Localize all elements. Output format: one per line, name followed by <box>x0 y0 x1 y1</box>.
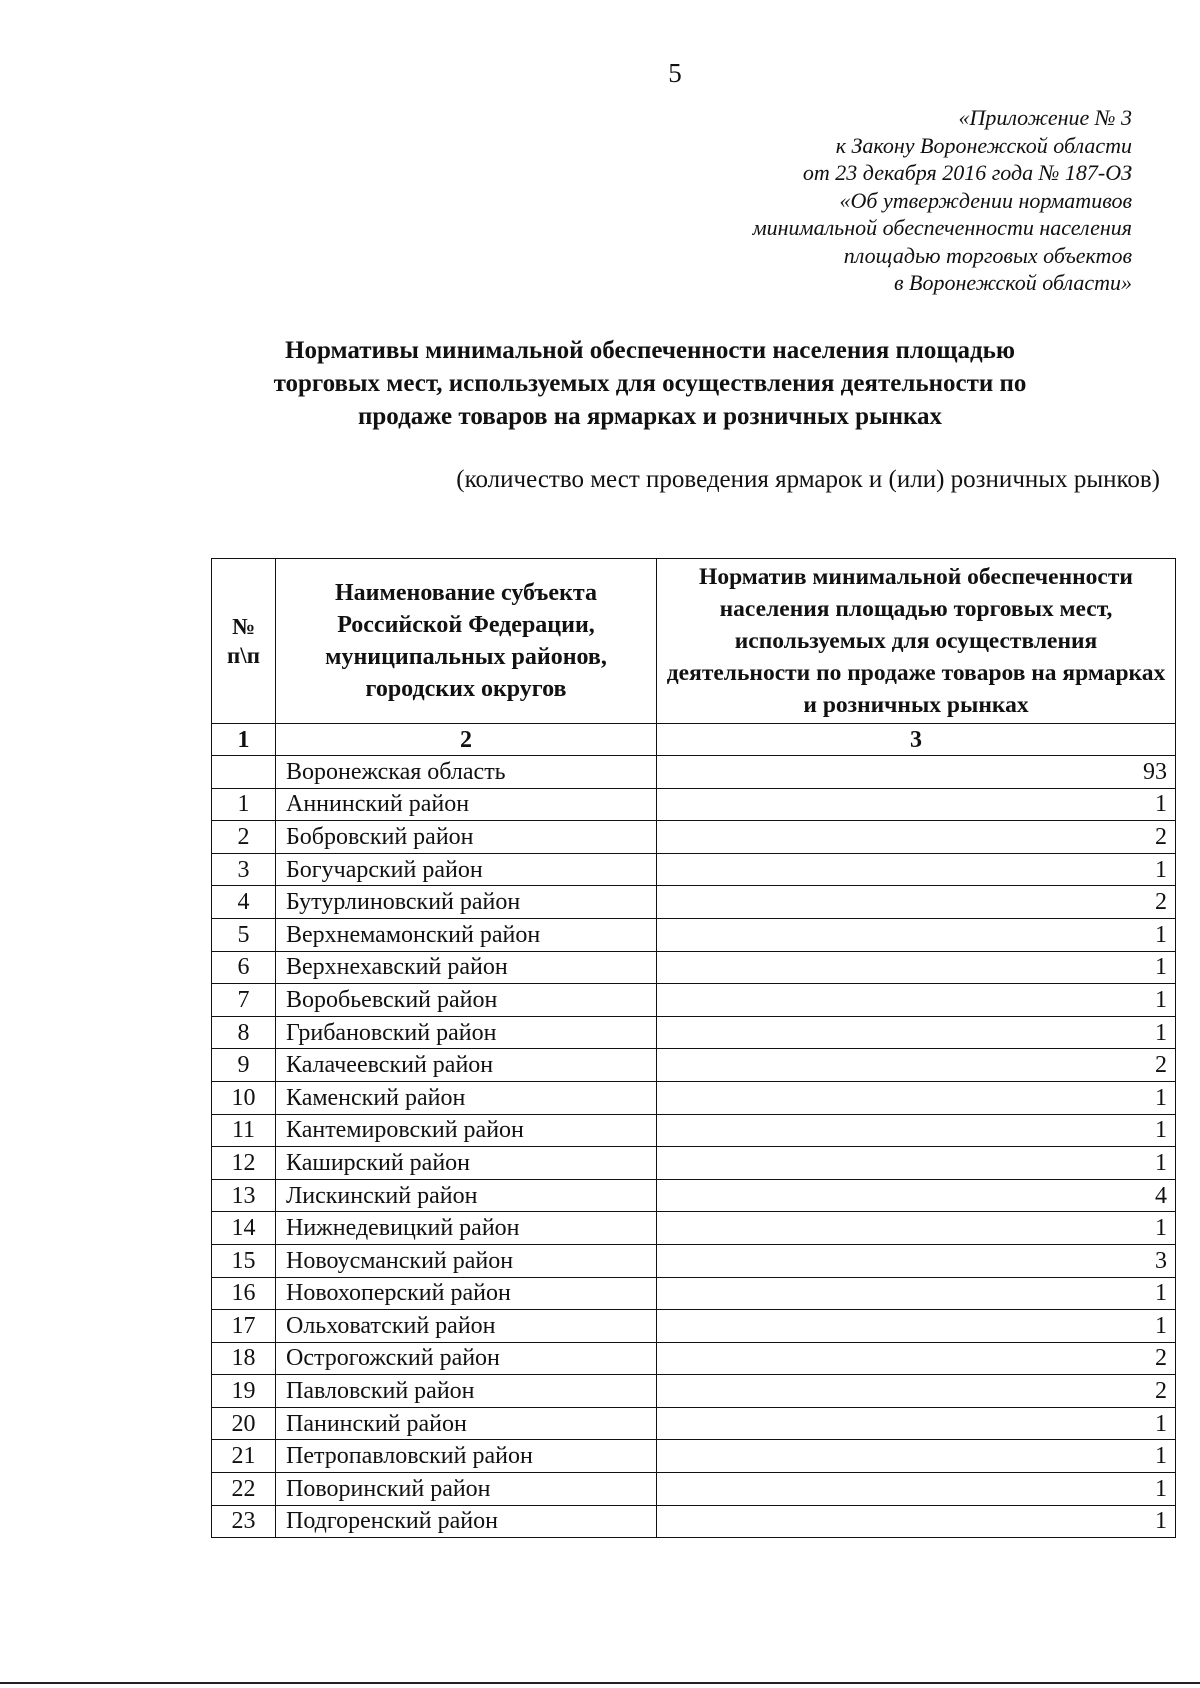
row-number: 15 <box>212 1244 276 1277</box>
district-name: Калачеевский район <box>276 1049 657 1082</box>
table-row <box>212 1505 1176 1538</box>
norm-value: 1 <box>657 1016 1176 1049</box>
district-name: Богучарский район <box>276 853 657 886</box>
row-number: 20 <box>212 1407 276 1440</box>
appendix-line: от 23 декабря 2016 года № 187-ОЗ <box>802 160 1132 185</box>
norm-value: 2 <box>657 1049 1176 1082</box>
table-row <box>212 1473 1176 1506</box>
norm-value: 1 <box>657 1212 1176 1245</box>
norm-value: 1 <box>657 951 1176 984</box>
district-name: Новохоперский район <box>276 1277 657 1310</box>
table-row <box>212 1049 1176 1082</box>
table-row <box>212 886 1176 919</box>
row-number <box>212 756 276 789</box>
document-title <box>200 334 1100 433</box>
district-name: Павловский район <box>276 1375 657 1408</box>
row-number: 23 <box>212 1505 276 1538</box>
row-number: 4 <box>212 886 276 919</box>
district-name: Ольховатский район <box>276 1310 657 1343</box>
table-row <box>212 1342 1176 1375</box>
district-name: Каширский район <box>276 1147 657 1180</box>
column-index: 3 <box>657 724 1176 756</box>
table-row <box>212 1114 1176 1147</box>
district-name: Петропавловский район <box>276 1440 657 1473</box>
table-row <box>212 951 1176 984</box>
norm-value: 93 <box>657 756 1176 789</box>
district-name: Бутурлиновский район <box>276 886 657 919</box>
district-name: Нижнедевицкий район <box>276 1212 657 1245</box>
table-header-row <box>212 559 1176 724</box>
norm-value: 2 <box>657 1342 1176 1375</box>
row-number: 13 <box>212 1179 276 1212</box>
row-number: 6 <box>212 951 276 984</box>
district-name: Панинский район <box>276 1407 657 1440</box>
row-number: 5 <box>212 918 276 951</box>
appendix-line: «Об утверждении нормативов <box>839 187 1132 213</box>
norm-value: 1 <box>657 918 1176 951</box>
row-number: 11 <box>212 1114 276 1147</box>
table-row <box>212 1016 1176 1049</box>
table-row <box>212 1310 1176 1343</box>
table-row <box>212 1407 1176 1440</box>
district-name: Бобровский район <box>276 821 657 854</box>
norm-value: 2 <box>657 1375 1176 1408</box>
district-name: Грибановский район <box>276 1016 657 1049</box>
norm-value: 1 <box>657 1081 1176 1114</box>
appendix-reference <box>532 104 1132 297</box>
district-name: Каменский район <box>276 1081 657 1114</box>
column-index: 1 <box>212 724 276 756</box>
district-name: Кантемировский район <box>276 1114 657 1147</box>
row-number: 19 <box>212 1375 276 1408</box>
district-name: Новоусманский район <box>276 1244 657 1277</box>
appendix-line: площадью торговых объектов <box>843 242 1132 268</box>
table-row <box>212 1440 1176 1473</box>
norm-value: 4 <box>657 1179 1176 1212</box>
district-name: Воробьевский район <box>276 984 657 1017</box>
district-name: Верхнемамонский район <box>276 918 657 951</box>
table-row <box>212 788 1176 821</box>
appendix-line: минимальной обеспеченности населения <box>752 215 1132 240</box>
norm-value: 1 <box>657 1505 1176 1538</box>
norm-value: 1 <box>657 1277 1176 1310</box>
norm-value: 1 <box>657 1310 1176 1343</box>
appendix-line: к Закону Воронежской области <box>835 132 1132 158</box>
district-name: Верхнехавский район <box>276 951 657 984</box>
table-row <box>212 853 1176 886</box>
footer-rule <box>0 1682 1200 1684</box>
table-row <box>212 1244 1176 1277</box>
title-line: торговых мест, используемых для осуществления деятельности по <box>273 370 1027 397</box>
column-index-row <box>212 724 1176 756</box>
district-name: Острогожский район <box>276 1342 657 1375</box>
header-number-abbr: п\п <box>227 643 260 668</box>
document-subtitle: (количество мест проведения ярмарок и (или) розничных рынков) <box>456 466 1160 493</box>
row-number: 18 <box>212 1342 276 1375</box>
row-number: 22 <box>212 1473 276 1506</box>
district-name: Лискинский район <box>276 1179 657 1212</box>
title-line: продаже товаров на ярмарках и розничных рынках <box>357 403 943 430</box>
appendix-line: в Воронежской области» <box>894 270 1132 295</box>
row-number: 8 <box>212 1016 276 1049</box>
row-number: 12 <box>212 1147 276 1180</box>
row-number: 2 <box>212 821 276 854</box>
norm-value: 1 <box>657 984 1176 1017</box>
norm-value: 1 <box>657 1473 1176 1506</box>
norm-value: 2 <box>657 821 1176 854</box>
table-body <box>212 756 1176 1538</box>
header-number-symbol: № <box>231 614 256 639</box>
header-number <box>212 559 276 724</box>
district-name: Аннинский район <box>276 788 657 821</box>
row-number: 9 <box>212 1049 276 1082</box>
table-row <box>212 918 1176 951</box>
row-number: 14 <box>212 1212 276 1245</box>
page-number: 5 <box>668 58 682 88</box>
title-line: Нормативы минимальной обеспеченности населения площадью <box>285 337 1015 364</box>
row-number: 7 <box>212 984 276 1017</box>
row-number: 21 <box>212 1440 276 1473</box>
table-row <box>212 1212 1176 1245</box>
table-row <box>212 1147 1176 1180</box>
table-row <box>212 1375 1176 1408</box>
norm-value: 1 <box>657 1147 1176 1180</box>
table-row <box>212 821 1176 854</box>
table-row <box>212 984 1176 1017</box>
norm-value: 3 <box>657 1244 1176 1277</box>
norm-value: 1 <box>657 853 1176 886</box>
district-name: Поворинский район <box>276 1473 657 1506</box>
column-index: 2 <box>276 724 657 756</box>
row-number: 10 <box>212 1081 276 1114</box>
table-row <box>212 756 1176 789</box>
row-number: 3 <box>212 853 276 886</box>
row-number: 17 <box>212 1310 276 1343</box>
header-norm: Норматив минимальной обеспеченности населения площадью торговых мест, используемых для осуществления деятельности по продаже товаров на ярмарках и розничных рынках <box>657 559 1176 724</box>
norm-value: 1 <box>657 1114 1176 1147</box>
norms-table <box>211 558 1176 1538</box>
norm-value: 2 <box>657 886 1176 919</box>
appendix-line: «Приложение № 3 <box>958 105 1132 130</box>
norm-value: 1 <box>657 1440 1176 1473</box>
table-row <box>212 1179 1176 1212</box>
norm-value: 1 <box>657 1407 1176 1440</box>
table-row <box>212 1081 1176 1114</box>
district-name: Воронежская область <box>276 756 657 789</box>
table-row <box>212 1277 1176 1310</box>
norm-value: 1 <box>657 788 1176 821</box>
header-name: Наименование субъекта Российской Федерации, муниципальных районов, городских округов <box>276 559 657 724</box>
district-name: Подгоренский район <box>276 1505 657 1538</box>
row-number: 1 <box>212 788 276 821</box>
row-number: 16 <box>212 1277 276 1310</box>
